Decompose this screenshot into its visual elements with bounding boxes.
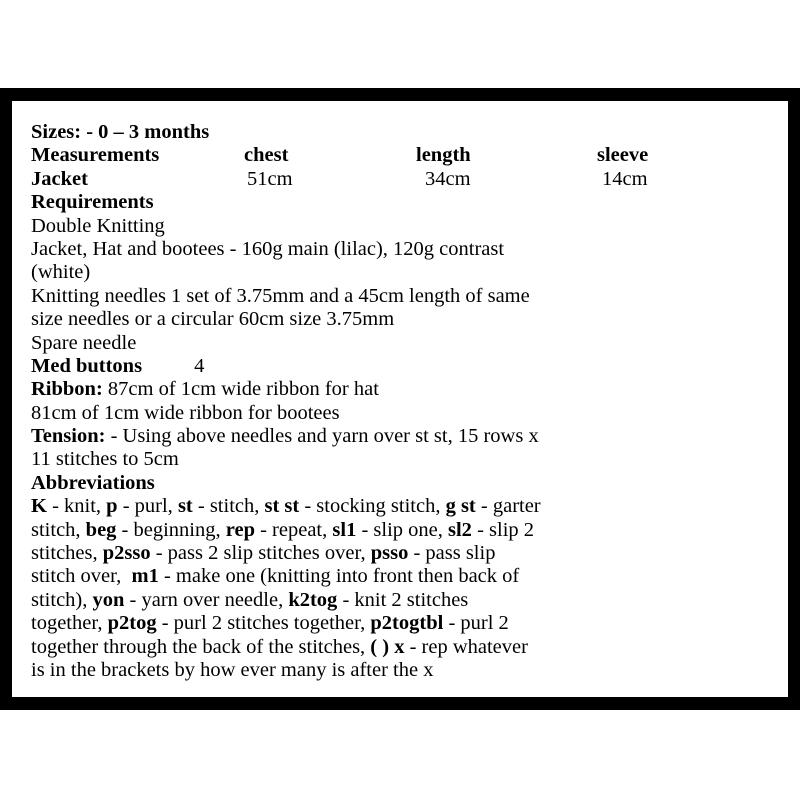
sizes-value: - 0 – 3 months <box>86 121 210 143</box>
abbreviation-term: g st <box>445 495 476 518</box>
pattern-page <box>12 101 788 697</box>
abbreviations-list <box>31 495 771 682</box>
tension-line-1 <box>31 425 771 448</box>
tension-label: Tension: <box>31 425 106 448</box>
abbreviation-definition: - stocking stitch, <box>299 495 446 518</box>
abbreviation-definition: stitch over, <box>31 565 132 588</box>
buttons-label: Med buttons <box>31 354 143 377</box>
jacket-length-value: 34cm <box>425 167 471 190</box>
abbreviation-definition: - beginning, <box>116 518 226 541</box>
requirements-heading-text: Requirements <box>31 191 154 214</box>
pattern-text <box>31 121 771 682</box>
abbreviations-heading <box>31 472 771 495</box>
abbreviation-definition: - yarn over needle, <box>124 588 289 611</box>
ribbon-line-1 <box>31 378 771 401</box>
abbreviation-definition: - make one (knitting into front then back of <box>158 565 520 588</box>
jacket-sleeve-value: 14cm <box>602 167 648 190</box>
needles-line-2: size needles or a circular 60cm size 3.75mm <box>31 308 395 331</box>
abbreviation-definition: - rep whatever <box>404 635 528 658</box>
abbreviation-term: K <box>31 495 47 518</box>
jacket-label: Jacket <box>31 167 88 190</box>
jacket-yarn-line-1: Jacket, Hat and bootees - 160g main (lilac), 120g contrast <box>31 237 505 260</box>
abbreviations-heading-text: Abbreviations <box>31 471 155 494</box>
black-frame <box>0 88 800 710</box>
abbreviation-definition: - repeat, <box>254 518 333 541</box>
abbreviation-definition: stitch, <box>31 518 86 541</box>
abbreviation-term: ( ) x <box>370 635 405 658</box>
sizes-label: Sizes: <box>31 121 82 143</box>
sleeve-header: sleeve <box>597 144 649 167</box>
abbreviation-line <box>31 589 771 612</box>
abbreviation-line <box>31 636 771 659</box>
ribbon-text-1: 87cm of 1cm wide ribbon for hat <box>107 378 379 401</box>
abbreviation-definition: together, <box>31 612 108 635</box>
tension-text-1: - Using above needles and yarn over st st, 15 rows x <box>110 425 539 448</box>
abbreviation-line <box>31 612 771 635</box>
chest-header: chest <box>244 144 289 167</box>
measurements-label: Measurements <box>31 144 160 167</box>
jacket-row <box>31 168 771 191</box>
abbreviation-definition: - pass slip <box>408 542 496 565</box>
abbreviation-line <box>31 542 771 565</box>
abbreviation-definition: stitch), <box>31 588 93 611</box>
abbreviation-definition: - purl 2 stitches together, <box>156 612 371 635</box>
abbreviation-term: st <box>177 495 193 518</box>
abbreviation-definition: - purl, <box>117 495 178 518</box>
sizes-line <box>31 121 771 144</box>
buttons-value: 4 <box>194 354 205 377</box>
buttons-line <box>31 355 771 378</box>
abbreviation-term: sl1 <box>332 518 357 541</box>
abbreviation-line <box>31 659 771 682</box>
abbreviation-term: rep <box>225 518 255 541</box>
ribbon-line-2: 81cm of 1cm wide ribbon for bootees <box>31 401 340 424</box>
measurements-header-row <box>31 144 771 167</box>
yarn-line: Double Knitting <box>31 214 165 237</box>
abbreviation-definition: - garter <box>475 495 541 518</box>
ribbon-label: Ribbon: <box>31 378 103 401</box>
abbreviation-definition: stitches, <box>31 542 103 565</box>
abbreviation-line <box>31 565 771 588</box>
abbreviation-definition: is in the brackets by how ever many is after the x <box>31 658 434 681</box>
abbreviation-definition: - slip 2 <box>471 518 535 541</box>
abbreviation-definition: - slip one, <box>356 518 448 541</box>
jacket-yarn-line-2: (white) <box>31 261 91 284</box>
abbreviation-term: p2tog <box>107 612 157 635</box>
abbreviation-term: p <box>106 495 118 518</box>
abbreviation-term: st st <box>264 495 300 518</box>
abbreviation-term: p2sso <box>102 542 151 565</box>
abbreviation-line <box>31 495 771 518</box>
tension-line-2: 11 stitches to 5cm <box>31 448 179 471</box>
abbreviation-definition: - pass 2 slip stitches over, <box>150 542 371 565</box>
abbreviation-term: sl2 <box>448 518 472 541</box>
abbreviation-definition: - knit 2 stitches <box>337 588 469 611</box>
abbreviation-term: beg <box>85 518 117 541</box>
needles-line-1: Knitting needles 1 set of 3.75mm and a 45cm length of same <box>31 284 530 307</box>
jacket-chest-value: 51cm <box>247 167 293 190</box>
abbreviation-term: psso <box>370 542 409 565</box>
abbreviation-term: p2togtbl <box>370 612 444 635</box>
abbreviation-term: yon <box>92 588 125 611</box>
abbreviation-term: m1 <box>131 565 159 588</box>
abbreviation-definition: together through the back of the stitches, <box>31 635 371 658</box>
requirements-heading <box>31 191 771 214</box>
abbreviation-term: k2tog <box>288 588 338 611</box>
abbreviation-definition: - stitch, <box>192 495 265 518</box>
abbreviation-line <box>31 519 771 542</box>
abbreviation-definition: - purl 2 <box>443 612 509 635</box>
spare-needle-line: Spare needle <box>31 331 137 354</box>
length-header: length <box>416 144 471 167</box>
abbreviation-definition: - knit, <box>46 495 107 518</box>
